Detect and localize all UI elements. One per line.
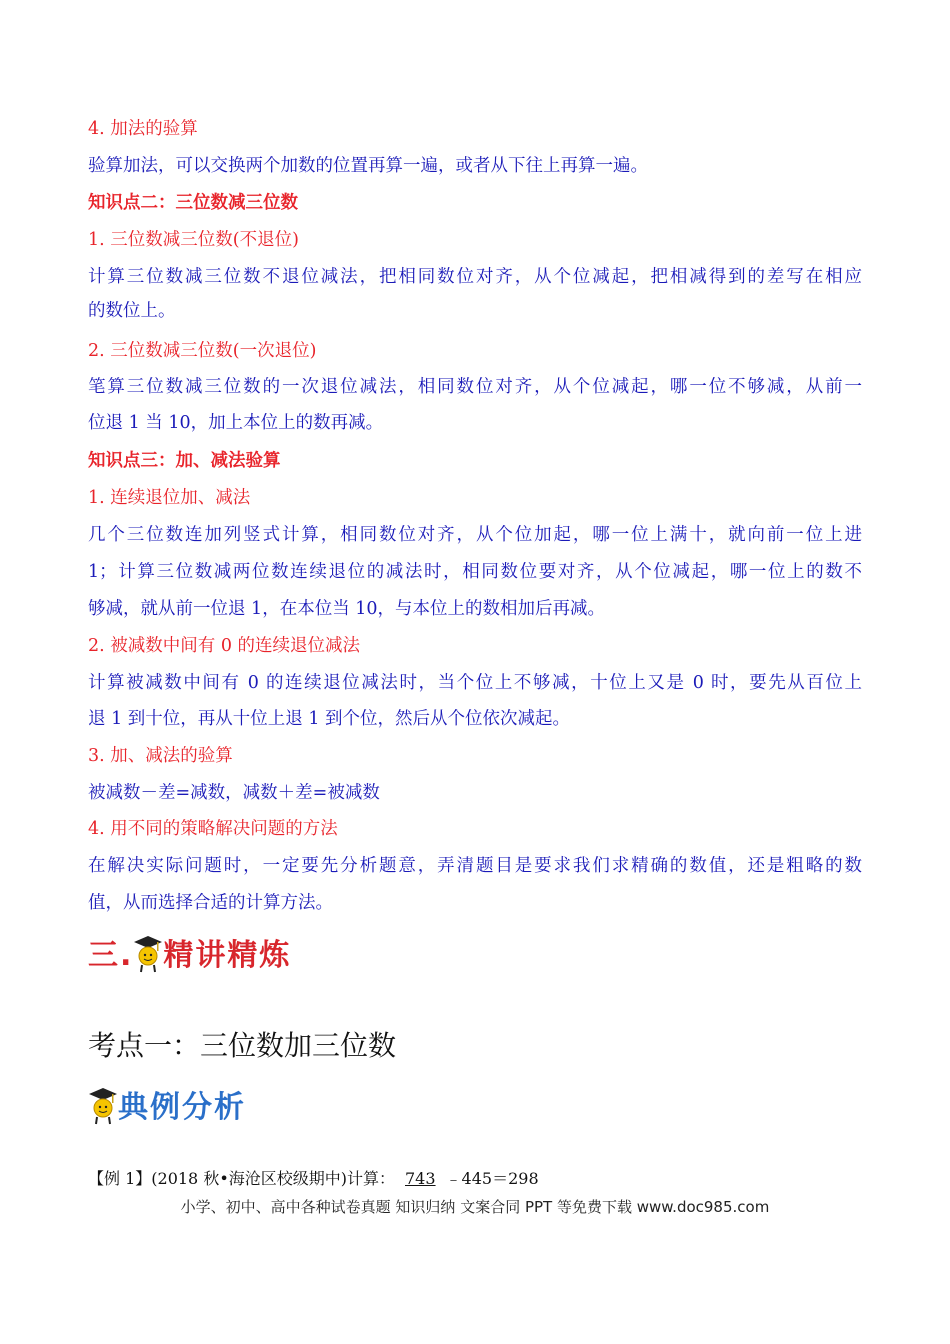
- section-number: 三.: [88, 938, 134, 973]
- section-banner: [88, 930, 291, 974]
- paragraph-line: 计算三位数减三位数不退位减法，把相同数位对齐，从个位减起，把相减得到的差写在相应: [88, 267, 862, 287]
- subsection-title: 2. 被减数中间有 0 的连续退位减法: [88, 636, 361, 656]
- section-banner-label: 精讲精炼: [163, 938, 292, 973]
- example-banner: [88, 1082, 246, 1126]
- example-banner-label: 典例分析: [118, 1090, 246, 1125]
- mascot-icon: [88, 1086, 118, 1126]
- example-suffix: ﹣445＝298: [445, 1169, 539, 1188]
- paragraph-line: 验算加法，可以交换两个加数的位置再算一遍，或者从下往上再算一遍。: [88, 156, 648, 176]
- paragraph-line: 够减，就从前一位退 1，在本位当 10，与本位上的数相加后再减。: [88, 599, 606, 619]
- paragraph-line: 位退 1 当 10，加上本位上的数再减。: [88, 413, 384, 433]
- section-title: 知识点三：加、减法验算: [88, 451, 281, 471]
- paragraph-line: 值，从而选择合适的计算方法。: [88, 893, 333, 913]
- paragraph-line: 几个三位数连加列竖式计算，相同数位对齐，从个位加起，哪一位上满十，就向前一位上进: [88, 525, 862, 545]
- subsection-title: 2. 三位数减三位数(一次退位): [88, 341, 317, 361]
- paragraph-line: 在解决实际问题时，一定要先分析题意，弄清题目是要求我们求精确的数值，还是粗略的数: [88, 856, 862, 876]
- subsection-title: 1. 三位数减三位数(不退位): [88, 230, 299, 250]
- exam-point-heading: 考点一：三位数加三位数: [88, 1029, 397, 1062]
- paragraph-line: 1；计算三位数减两位数连续退位的减法时，相同数位要对齐，从个位减起，哪一位上的数不: [88, 562, 862, 582]
- mascot-icon: [133, 934, 163, 974]
- example-1: [88, 1166, 539, 1189]
- paragraph-line: 计算被减数中间有 0 的连续退位减法时，当个位上不够减，十位上又是 0 时，要先从百位上: [88, 673, 862, 693]
- subsection-title: 4. 用不同的策略解决问题的方法: [88, 819, 338, 839]
- paragraph-line: 笔算三位数减三位数的一次退位减法，相同数位对齐，从个位减起，哪一位不够减，从前一: [88, 377, 862, 397]
- example-answer: 743: [405, 1169, 436, 1188]
- subsection-title: 4. 加法的验算: [88, 119, 198, 139]
- section-title: 知识点二：三位数减三位数: [88, 193, 298, 213]
- paragraph-line: 退 1 到十位，再从十位上退 1 到个位，然后从个位依次减起。: [88, 709, 571, 729]
- example-prefix: 【例 1】(2018 秋•海沧区校级期中)计算：: [88, 1169, 395, 1188]
- paragraph-line: 的数位上。: [88, 301, 176, 321]
- subsection-title: 3. 加、减法的验算: [88, 746, 233, 766]
- paragraph-line: 被减数－差=减数，减数＋差=被减数: [88, 783, 380, 803]
- page-footer: 小学、初中、高中各种试卷真题 知识归纳 文案合同 PPT 等免费下载 www.doc985.com: [180, 1198, 770, 1216]
- subsection-title: 1. 连续退位加、减法: [88, 488, 251, 508]
